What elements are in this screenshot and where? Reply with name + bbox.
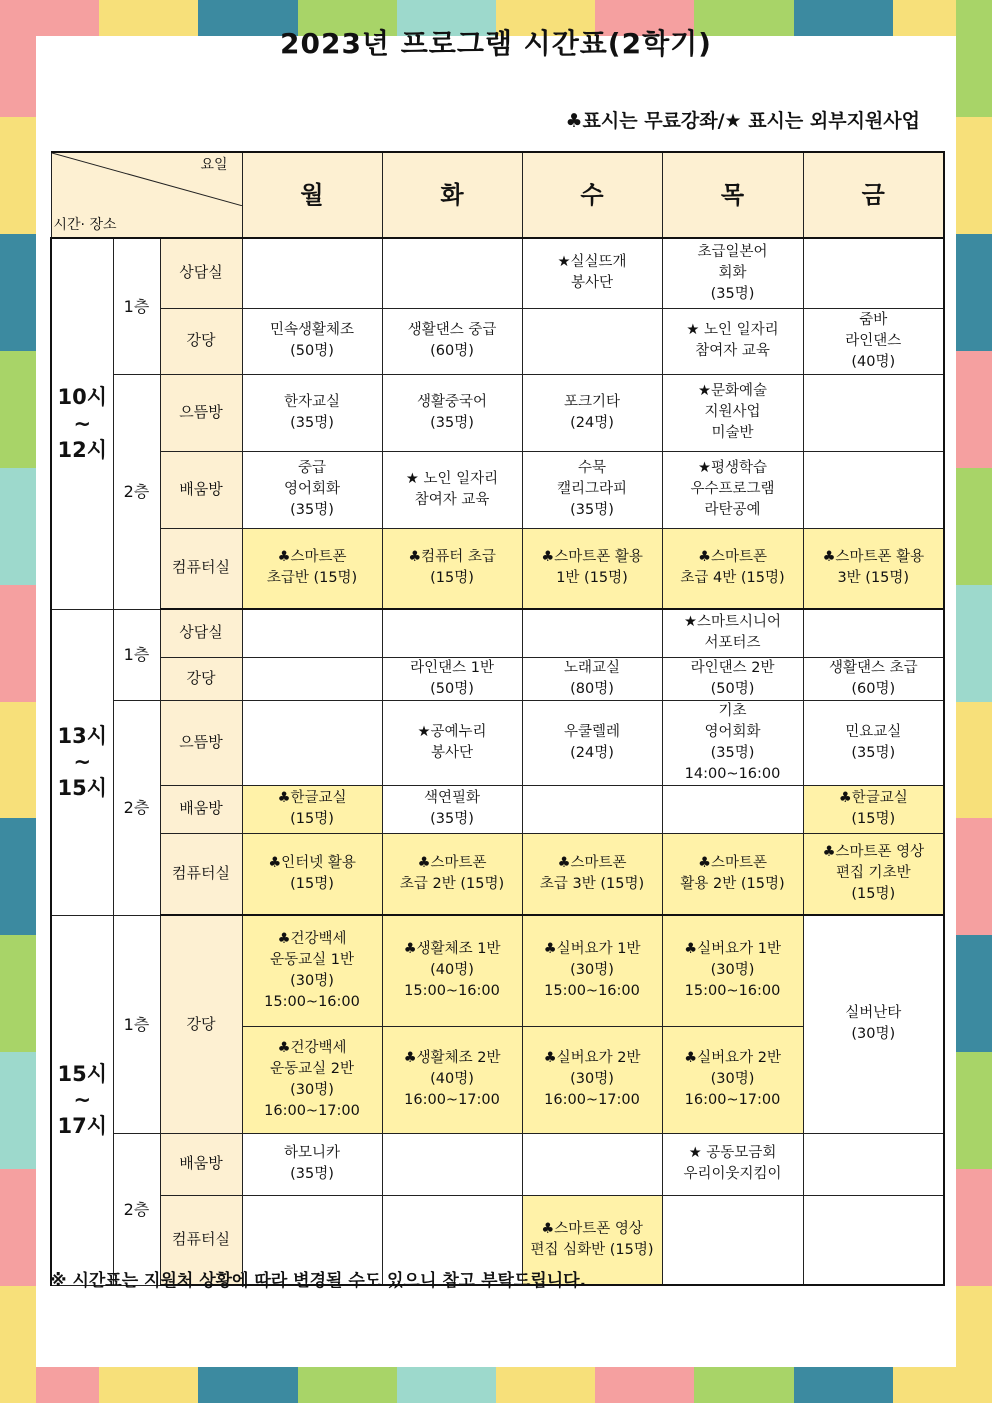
header-time-place-label: 시간· 장소	[53, 216, 117, 233]
schedule-cell	[242, 700, 382, 785]
day-header-tue: 화	[382, 152, 522, 238]
schedule-cell: ★평생학습 우수프로그램 라탄공예	[662, 451, 803, 528]
room-label: 배움방	[160, 785, 242, 833]
floor-label: 2층	[113, 700, 160, 915]
room-label: 배움방	[160, 1133, 242, 1195]
border-tile	[0, 818, 36, 935]
floor-label: 1층	[113, 609, 160, 700]
schedule-cell-free: ♣생활체조 2반 (40명) 16:00~17:00	[382, 1026, 522, 1133]
schedule-cell-free: ♣실버요가 2반 (30명) 16:00~17:00	[522, 1026, 662, 1133]
schedule-cell-free: ♣스마트폰 활용 3반 (15명)	[803, 528, 944, 609]
border-tile	[0, 702, 36, 819]
border-tile	[496, 1367, 595, 1403]
border-tile	[956, 585, 992, 702]
room-label: 배움방	[160, 451, 242, 528]
time-slot-15-17: 15시 ~ 17시	[51, 915, 113, 1285]
border-tile	[99, 1367, 198, 1403]
border-tile	[956, 818, 992, 935]
schedule-cell: 수묵 캘리그라피 (35명)	[522, 451, 662, 528]
schedule-cell: 중급 영어회화 (35명)	[242, 451, 382, 528]
room-label: 강당	[160, 915, 242, 1133]
border-tile	[0, 585, 36, 702]
schedule-cell: ★스마트시니어 서포터즈	[662, 609, 803, 657]
schedule-cell: ★ 노인 일자리 참여자 교육	[382, 451, 522, 528]
schedule-cell: 라인댄스 1반 (50명)	[382, 657, 522, 700]
schedule-cell-free: ♣스마트폰 초급반 (15명)	[242, 528, 382, 609]
floor-label: 1층	[113, 915, 160, 1133]
schedule-cell-free: ♣인터넷 활용 (15명)	[242, 833, 382, 915]
schedule-cell	[522, 609, 662, 657]
schedule-cell	[803, 1133, 944, 1195]
border-tile	[794, 1367, 893, 1403]
schedule-cell: ★ 공동모금회 우리이웃지킴이	[662, 1133, 803, 1195]
schedule-cell	[662, 785, 803, 833]
decorative-right-border	[956, 0, 992, 1403]
schedule-cell-free: ♣스마트폰 영상 편집 심화반 (15명)	[522, 1195, 662, 1285]
schedule-cell	[803, 374, 944, 451]
border-tile	[0, 234, 36, 351]
schedule-cell-free: ♣스마트폰 영상 편집 기초반 (15명)	[803, 833, 944, 915]
border-tile	[956, 234, 992, 351]
border-tile	[956, 1169, 992, 1286]
border-tile	[694, 1367, 793, 1403]
schedule-cell: 포크기타 (24명)	[522, 374, 662, 451]
schedule-cell: 기초 영어회화 (35명) 14:00~16:00	[662, 700, 803, 785]
schedule-cell: 색연필화 (35명)	[382, 785, 522, 833]
time-slot-13-15: 13시 ~ 15시	[51, 609, 113, 915]
schedule-cell: ★공예누리 봉사단	[382, 700, 522, 785]
schedule-cell-free: ♣스마트폰 초급 4반 (15명)	[662, 528, 803, 609]
day-header-mon: 월	[242, 152, 382, 238]
schedule-cell-free: ♣건강백세 운동교실 2반 (30명) 16:00~17:00	[242, 1026, 382, 1133]
schedule-cell	[382, 1133, 522, 1195]
border-tile	[956, 468, 992, 585]
schedule-cell-free: ♣컴퓨터 초급 (15명)	[382, 528, 522, 609]
border-tile	[198, 1367, 297, 1403]
legend-note: ♣표시는 무료강좌/★ 표시는 외부지원사업	[565, 110, 920, 132]
border-tile	[298, 1367, 397, 1403]
schedule-cell	[803, 609, 944, 657]
schedule-cell: 노래교실 (80명)	[522, 657, 662, 700]
schedule-cell: 줌바 라인댄스 (40명)	[803, 308, 944, 374]
time-slot-10-12: 10시 ~ 12시	[51, 238, 113, 609]
schedule-cell-free: ♣생활체조 1반 (40명) 15:00~16:00	[382, 915, 522, 1026]
room-label: 상담실	[160, 238, 242, 308]
border-tile	[0, 1052, 36, 1169]
day-header-wed: 수	[522, 152, 662, 238]
schedule-cell: 한자교실 (35명)	[242, 374, 382, 451]
border-tile	[956, 1052, 992, 1169]
schedule-cell: 실버난타 (30명)	[803, 915, 944, 1133]
room-label: 강당	[160, 308, 242, 374]
schedule-cell	[522, 785, 662, 833]
schedule-cell	[803, 451, 944, 528]
schedule-cell: ★ 노인 일자리 참여자 교육	[662, 308, 803, 374]
room-label: 상담실	[160, 609, 242, 657]
floor-label: 2층	[113, 1133, 160, 1285]
schedule-cell: 우쿨렐레 (24명)	[522, 700, 662, 785]
border-tile	[0, 117, 36, 234]
schedule-cell-free: ♣스마트폰 활용 2반 (15명)	[662, 833, 803, 915]
schedule-cell: 초급일본어 회화 (35명)	[662, 238, 803, 308]
schedule-cell	[662, 1195, 803, 1285]
room-label: 컴퓨터실	[160, 528, 242, 609]
schedule-cell-free: ♣실버요가 1반 (30명) 15:00~16:00	[522, 915, 662, 1026]
schedule-cell	[382, 609, 522, 657]
room-label: 강당	[160, 657, 242, 700]
border-tile	[0, 1286, 36, 1403]
border-tile	[956, 935, 992, 1052]
border-tile	[0, 1169, 36, 1286]
schedule-cell	[242, 657, 382, 700]
schedule-cell: 하모니카 (35명)	[242, 1133, 382, 1195]
border-tile	[956, 351, 992, 468]
room-label: 으뜸방	[160, 700, 242, 785]
schedule-cell: 생활중국어 (35명)	[382, 374, 522, 451]
border-tile	[0, 468, 36, 585]
decorative-left-border	[0, 0, 36, 1403]
border-tile	[956, 702, 992, 819]
schedule-cell-free: ♣한글교실 (15명)	[803, 785, 944, 833]
schedule-cell-free: ♣실버요가 1반 (30명) 15:00~16:00	[662, 915, 803, 1026]
schedule-cell-free: ♣스마트폰 활용 1반 (15명)	[522, 528, 662, 609]
room-label: 으뜸방	[160, 374, 242, 451]
page-title: 2023년 프로그램 시간표(2학기)	[280, 27, 712, 60]
day-header-fri: 금	[803, 152, 944, 238]
schedule-cell-free: ♣건강백세 운동교실 1반 (30명) 15:00~16:00	[242, 915, 382, 1026]
schedule-cell-free: ♣스마트폰 초급 3반 (15명)	[522, 833, 662, 915]
border-tile	[956, 1286, 992, 1403]
schedule-cell	[803, 1195, 944, 1285]
schedule-cell-free: ♣한글교실 (15명)	[242, 785, 382, 833]
schedule-cell: ★실실뜨개 봉사단	[522, 238, 662, 308]
day-header-thu: 목	[662, 152, 803, 238]
schedule-cell-free: ♣실버요가 2반 (30명) 16:00~17:00	[662, 1026, 803, 1133]
border-tile	[0, 935, 36, 1052]
timetable	[50, 151, 945, 1286]
schedule-cell: 민속생활체조 (50명)	[242, 308, 382, 374]
schedule-cell	[522, 1133, 662, 1195]
schedule-cell: 생활댄스 초급 (60명)	[803, 657, 944, 700]
floor-label: 1층	[113, 238, 160, 374]
header-day-label: 요일	[200, 157, 228, 173]
floor-label: 2층	[113, 374, 160, 609]
schedule-cell	[522, 308, 662, 374]
footer-note: ※ 시간표는 지원처 상황에 따라 변경될 수도 있으니 참고 부탁드립니다.	[50, 1271, 587, 1291]
schedule-cell: 민요교실 (35명)	[803, 700, 944, 785]
room-label: 컴퓨터실	[160, 1195, 242, 1285]
schedule-cell	[803, 238, 944, 308]
schedule-cell	[382, 238, 522, 308]
border-tile	[397, 1367, 496, 1403]
border-tile	[0, 351, 36, 468]
schedule-cell	[242, 238, 382, 308]
schedule-cell: ★문화예술 지원사업 미술반	[662, 374, 803, 451]
header-corner-cell	[51, 152, 242, 238]
room-label: 컴퓨터실	[160, 833, 242, 915]
decorative-bottom-border	[0, 1367, 992, 1403]
schedule-cell: 생활댄스 중급 (60명)	[382, 308, 522, 374]
schedule-cell-free: ♣스마트폰 초급 2반 (15명)	[382, 833, 522, 915]
schedule-cell: 라인댄스 2반 (50명)	[662, 657, 803, 700]
border-tile	[956, 117, 992, 234]
border-tile	[595, 1367, 694, 1403]
schedule-cell	[242, 609, 382, 657]
